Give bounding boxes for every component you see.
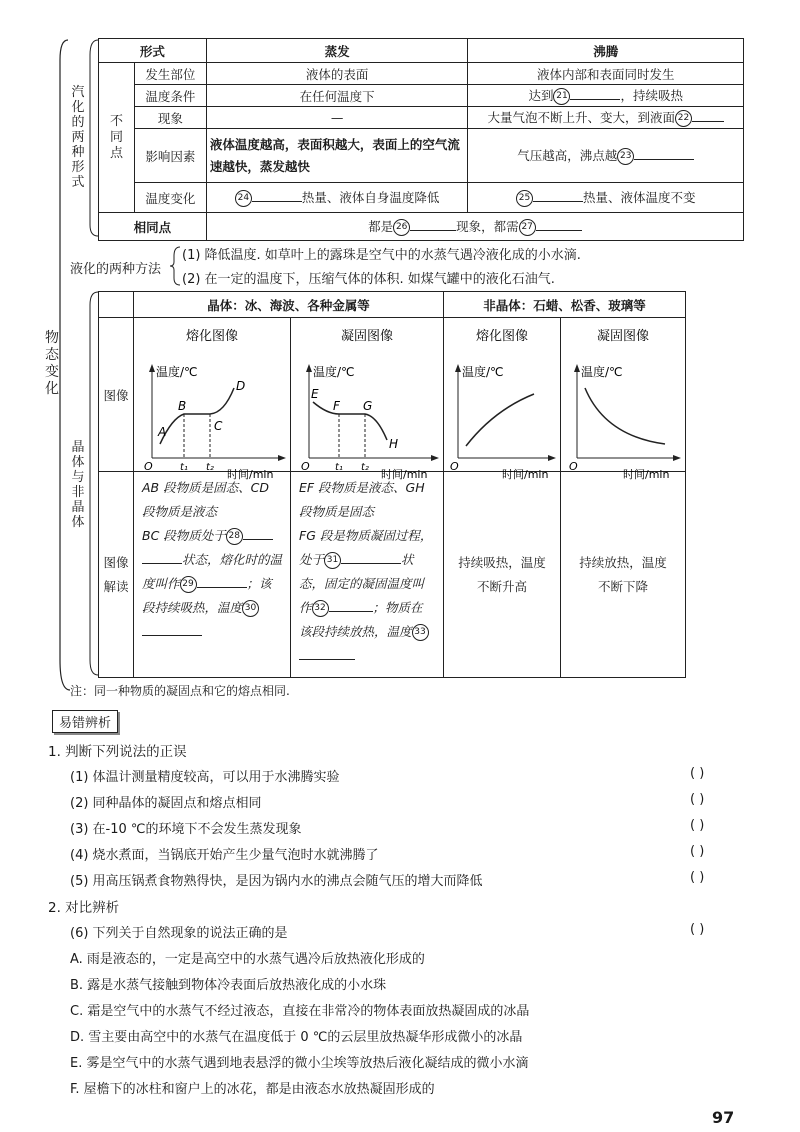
answer-parens[interactable]: ( ) [690, 922, 705, 937]
graph-title: 凝固图像 [596, 329, 650, 344]
svg-text:H: H [389, 437, 399, 451]
answer-parens[interactable]: ( ) [690, 792, 705, 807]
amorph-melt-graph-cell [444, 318, 561, 481]
graph-title: 熔化图像 [475, 329, 529, 344]
axis-x-label: 时间/min [623, 468, 670, 481]
q1-item: (4) 烧水煮面，当锅底开始产生少量气泡时水就沸腾了 [70, 848, 379, 863]
axis-y-label: 温度/℃ [462, 365, 504, 379]
evap-cell: 液体温度越高，表面积越大，表面上的空气流速越快，蒸发越快 [206, 129, 468, 183]
boil-cell: 25 热量、液体温度不变 [468, 183, 744, 213]
q1-item: (1) 体温计测量精度较高，可以用于水沸腾实验 [70, 770, 340, 785]
svg-text:C: C [214, 419, 223, 433]
axis-x-label: 时间/min [381, 468, 428, 481]
axis-y-label: 温度/℃ [156, 365, 198, 379]
graph-label: 图像 [99, 318, 134, 472]
q2-option: D. 雪主要由高空中的水蒸气在温度低于 0 ℃的云层里放热凝华形成微小的冰晶 [70, 1030, 523, 1045]
col-evaporation: 蒸发 [206, 39, 468, 63]
note: 注：同一种物质的凝固点和它的熔点相同. [70, 684, 290, 698]
amorph-melt-curve [466, 394, 534, 446]
vaporization-label: 汽化的两种形式 [71, 85, 85, 190]
svg-text:t₂: t₂ [361, 462, 369, 473]
liquefaction-method-2: (2) 在一定的温度下，压缩气体的体积. 如煤气罐中的液化石油气. [182, 272, 555, 287]
crystal-solid-graph-cell [291, 318, 444, 481]
question-2-title: 2. 对比辨析 [48, 900, 120, 916]
axis-y-label: 温度/℃ [313, 365, 355, 379]
evap-cell: 在任何温度下 [206, 85, 468, 107]
svg-text:t₁: t₁ [335, 462, 343, 473]
graph-title: 熔化图像 [185, 329, 239, 344]
amorph-melt-graph [444, 318, 560, 481]
row-label: 现象 [134, 107, 206, 129]
answer-parens[interactable]: ( ) [690, 870, 705, 885]
svg-text:O: O [569, 460, 578, 473]
svg-text:G: G [363, 399, 373, 413]
crystal-melt-interp: AB 段物质是固态、CD 段物质是液态 BC 段物质处于 28状态，熔化时的温度叫作 29 ；该段持续吸热，温度 30 [134, 472, 291, 678]
different-points-label: 不同点 [99, 63, 135, 213]
q2-stem: (6) 下列关于自然现象的说法正确的是 [70, 926, 288, 941]
evap-cell: 液体的表面 [206, 63, 468, 85]
section-title: 易错辨析 [52, 710, 118, 733]
crystal-melt-graph-cell [134, 318, 291, 481]
q2-option: A. 雨是液态的，一定是高空中的水蒸气遇冷后放热液化形成的 [70, 952, 425, 967]
answer-parens[interactable]: ( ) [690, 844, 705, 859]
graph-title: 凝固图像 [340, 329, 394, 344]
axis-y-label: 温度/℃ [581, 365, 623, 379]
q2-option: B. 露是水蒸气接触到物体冷表面后放热液化成的小水珠 [70, 978, 387, 993]
crystal-header: 晶体：冰、海波、各种金属等 [134, 292, 444, 318]
melt-curve [160, 388, 234, 444]
q1-item: (3) 在-10 ℃的环境下不会发生蒸发现象 [70, 822, 302, 837]
liquefaction-label: 液化的两种方法 [70, 262, 162, 277]
liquefaction-method-1: (1) 降低温度. 如草叶上的露珠是空气中的水蒸气遇冷液化成的小水滴. [182, 248, 581, 263]
interp-label: 图像解读 [99, 472, 134, 678]
boil-cell: 大量气泡不断上升、变大，到液面 22 [468, 107, 744, 129]
svg-text:t₂: t₂ [206, 462, 214, 473]
q2-option: E. 雾是空气中的水蒸气遇到地表悬浮的微小尘埃等放热后液化凝结成的微小水滴 [70, 1056, 529, 1071]
q2-option: F. 屋檐下的冰柱和窗户上的冰花，都是由液态水放热凝固形成的 [70, 1082, 435, 1097]
crystal-table [98, 291, 686, 678]
vaporization-table [98, 38, 744, 241]
crystal-solid-graph [291, 318, 443, 481]
crystal-label: 晶体与非晶体 [71, 440, 85, 530]
svg-text:O: O [144, 460, 153, 473]
page-number: 97 [712, 1108, 735, 1127]
same-cell: 都是 26 现象，都需 27 [206, 213, 743, 241]
col-boiling: 沸腾 [468, 39, 744, 63]
svg-text:D: D [236, 379, 246, 393]
answer-parens[interactable]: ( ) [690, 818, 705, 833]
state-change-label: 物态变化 [45, 330, 59, 397]
crystal-melt-graph [134, 318, 290, 481]
amorph-melt-interp: 持续吸热，温度不断升高 [444, 472, 561, 678]
axis-x-label: 时间/min [227, 468, 274, 481]
amorph-solid-interp: 持续放热，温度不断下降 [561, 472, 686, 678]
same-label: 相同点 [99, 213, 207, 241]
axis-x-label: 时间/min [502, 468, 549, 481]
row-label: 发生部位 [134, 63, 206, 85]
evap-cell: — [206, 107, 468, 129]
svg-text:B: B [178, 399, 187, 413]
evap-cell: 24 热量、液体自身温度降低 [206, 183, 468, 213]
amorphous-header: 非晶体：石蜡、松香、玻璃等 [444, 292, 686, 318]
row-label: 温度条件 [134, 85, 206, 107]
row-label: 影响因素 [134, 129, 206, 183]
svg-text:A: A [158, 425, 167, 439]
solid-curve [313, 402, 387, 440]
svg-text:O: O [301, 460, 310, 473]
amorph-solid-graph-cell [561, 318, 686, 481]
amorph-solid-curve [585, 388, 665, 444]
svg-text:t₁: t₁ [180, 462, 188, 473]
row-label: 温度变化 [134, 183, 206, 213]
boil-cell: 液体内部和表面同时发生 [468, 63, 744, 85]
col-form: 形式 [99, 39, 207, 63]
crystal-solid-interp: EF 段物质是液态、GH 段物质是固态 FG 段是物质凝固过程，处于 31 状态，固定的凝固温度叫作 32 ；物质在该段持续放热，温度 33 [291, 472, 444, 678]
svg-text:E: E [311, 387, 319, 401]
q1-item: (2) 同种晶体的凝固点和熔点相同 [70, 796, 262, 811]
svg-text:O: O [450, 460, 459, 473]
amorph-solid-graph [561, 318, 685, 481]
boil-cell: 气压越高，沸点越 23 [468, 129, 744, 183]
question-1-title: 1. 判断下列说法的正误 [48, 744, 187, 760]
answer-parens[interactable]: ( ) [690, 766, 705, 781]
boil-cell: 达到 21 ，持续吸热 [468, 85, 744, 107]
q2-option: C. 霜是空气中的水蒸气不经过液态，直接在非常冷的物体表面放热凝固成的冰晶 [70, 1004, 530, 1019]
svg-text:F: F [333, 399, 340, 413]
q1-item: (5) 用高压锅煮食物熟得快，是因为锅内水的沸点会随气压的增大而降低 [70, 874, 483, 889]
